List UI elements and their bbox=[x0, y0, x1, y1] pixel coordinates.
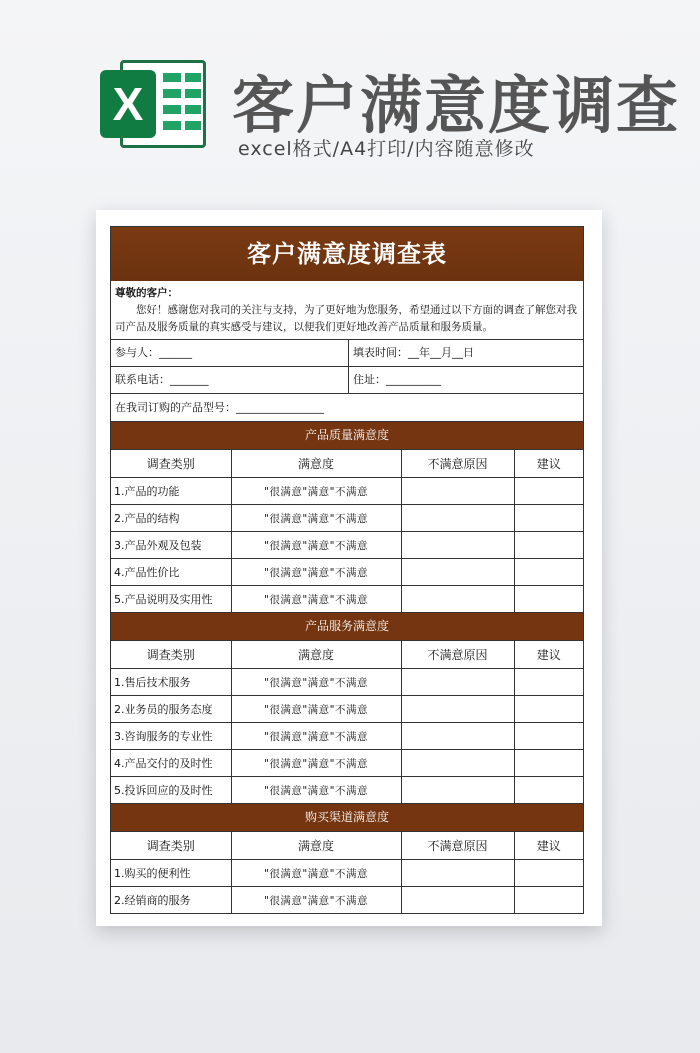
satisfaction-options[interactable]: "很满意"满意"不满意 bbox=[231, 532, 401, 559]
table-row bbox=[111, 505, 583, 532]
suggestion-header: 建议 bbox=[514, 832, 583, 860]
satisfaction-options[interactable]: "很满意"满意"不满意 bbox=[231, 887, 401, 914]
suggestion-header: 建议 bbox=[514, 450, 583, 478]
category-cell: 5.产品说明及实用性 bbox=[111, 586, 231, 613]
satisfaction-options[interactable]: "很满意"满意"不满意 bbox=[231, 777, 401, 804]
suggestion-cell[interactable] bbox=[514, 860, 583, 887]
table-header-row bbox=[111, 832, 583, 860]
table-row bbox=[111, 750, 583, 777]
satisfaction-options[interactable]: "很满意"满意"不满意 bbox=[231, 750, 401, 777]
satisfaction-header: 满意度 bbox=[231, 832, 401, 860]
category-cell: 1.售后技术服务 bbox=[111, 669, 231, 696]
suggestion-cell[interactable] bbox=[514, 532, 583, 559]
suggestion-cell[interactable] bbox=[514, 723, 583, 750]
section-title: 产品服务满意度 bbox=[111, 613, 583, 641]
table-row bbox=[111, 586, 583, 613]
category-cell: 3.产品外观及包装 bbox=[111, 532, 231, 559]
satisfaction-options[interactable]: "很满意"满意"不满意 bbox=[231, 478, 401, 505]
reason-cell[interactable] bbox=[401, 532, 514, 559]
table-row bbox=[111, 696, 583, 723]
category-cell: 2.经销商的服务 bbox=[111, 887, 231, 914]
section-title: 购买渠道满意度 bbox=[111, 804, 583, 832]
satisfaction-options[interactable]: "很满意"满意"不满意 bbox=[231, 505, 401, 532]
info-row bbox=[111, 340, 583, 367]
reason-header: 不满意原因 bbox=[401, 450, 514, 478]
category-cell: 2.业务员的服务态度 bbox=[111, 696, 231, 723]
survey-table bbox=[111, 641, 583, 804]
suggestion-cell[interactable] bbox=[514, 696, 583, 723]
suggestion-cell[interactable] bbox=[514, 750, 583, 777]
document-page bbox=[96, 210, 602, 926]
section-title: 产品质量满意度 bbox=[111, 422, 583, 450]
reason-header: 不满意原因 bbox=[401, 832, 514, 860]
page-title: 客户满意度调查 bbox=[232, 69, 681, 142]
greeting-head: 尊敬的客户： bbox=[115, 287, 178, 299]
table-row bbox=[111, 669, 583, 696]
suggestion-cell[interactable] bbox=[514, 478, 583, 505]
reason-cell[interactable] bbox=[401, 750, 514, 777]
table-header-row bbox=[111, 641, 583, 669]
category-header: 调查类别 bbox=[111, 832, 231, 860]
reason-cell[interactable] bbox=[401, 669, 514, 696]
satisfaction-options[interactable]: "很满意"满意"不满意 bbox=[231, 696, 401, 723]
survey-table bbox=[111, 450, 583, 613]
satisfaction-header: 满意度 bbox=[231, 641, 401, 669]
table-row bbox=[111, 559, 583, 586]
reason-cell[interactable] bbox=[401, 559, 514, 586]
reason-cell[interactable] bbox=[401, 505, 514, 532]
reason-header: 不满意原因 bbox=[401, 641, 514, 669]
suggestion-cell[interactable] bbox=[514, 505, 583, 532]
satisfaction-header: 满意度 bbox=[231, 450, 401, 478]
reason-cell[interactable] bbox=[401, 586, 514, 613]
satisfaction-options[interactable]: "很满意"满意"不满意 bbox=[231, 669, 401, 696]
suggestion-cell[interactable] bbox=[514, 586, 583, 613]
survey-sections bbox=[111, 422, 583, 913]
table-header-row bbox=[111, 450, 583, 478]
category-cell: 1.购买的便利性 bbox=[111, 860, 231, 887]
survey-table bbox=[111, 832, 583, 913]
category-header: 调查类别 bbox=[111, 641, 231, 669]
category-header: 调查类别 bbox=[111, 450, 231, 478]
suggestion-cell[interactable] bbox=[514, 887, 583, 914]
survey-form bbox=[110, 226, 584, 914]
category-cell: 1.产品的功能 bbox=[111, 478, 231, 505]
suggestion-header: 建议 bbox=[514, 641, 583, 669]
suggestion-cell[interactable] bbox=[514, 559, 583, 586]
model-field[interactable]: 在我司订购的产品型号：________________ bbox=[115, 401, 324, 414]
table-row bbox=[111, 532, 583, 559]
category-cell: 4.产品交付的及时性 bbox=[111, 750, 231, 777]
address-field[interactable]: 住址：__________ bbox=[353, 373, 441, 386]
participant-field[interactable]: 参与人：______ bbox=[111, 340, 349, 366]
table-row bbox=[111, 723, 583, 750]
date-field[interactable]: 填表时间：__年__月__日 bbox=[353, 346, 474, 359]
info-row bbox=[111, 367, 583, 394]
excel-badge: X bbox=[100, 70, 156, 138]
table-row bbox=[111, 887, 583, 914]
satisfaction-options[interactable]: "很满意"满意"不满意 bbox=[231, 860, 401, 887]
category-cell: 2.产品的结构 bbox=[111, 505, 231, 532]
reason-cell[interactable] bbox=[401, 777, 514, 804]
satisfaction-options[interactable]: "很满意"满意"不满意 bbox=[231, 723, 401, 750]
category-cell: 4.产品性价比 bbox=[111, 559, 231, 586]
reason-cell[interactable] bbox=[401, 696, 514, 723]
phone-field[interactable]: 联系电话：_______ bbox=[111, 367, 349, 393]
table-row bbox=[111, 478, 583, 505]
reason-cell[interactable] bbox=[401, 723, 514, 750]
info-row bbox=[111, 394, 583, 422]
table-row bbox=[111, 860, 583, 887]
greeting-body: 您好！感谢您对我司的关注与支持，为了更好地为您服务，希望通过以下方面的调查了解您对我司产品及服务质量的真实感受与建议，以便我们更好地改善产品质量和服务质量。 bbox=[115, 304, 577, 333]
suggestion-cell[interactable] bbox=[514, 669, 583, 696]
category-cell: 5.投诉回应的及时性 bbox=[111, 777, 231, 804]
reason-cell[interactable] bbox=[401, 887, 514, 914]
greeting bbox=[111, 281, 583, 340]
form-title: 客户满意度调查表 bbox=[111, 227, 583, 281]
reason-cell[interactable] bbox=[401, 478, 514, 505]
satisfaction-options[interactable]: "很满意"满意"不满意 bbox=[231, 559, 401, 586]
satisfaction-options[interactable]: "很满意"满意"不满意 bbox=[231, 586, 401, 613]
category-cell: 3.咨询服务的专业性 bbox=[111, 723, 231, 750]
table-row bbox=[111, 777, 583, 804]
suggestion-cell[interactable] bbox=[514, 777, 583, 804]
reason-cell[interactable] bbox=[401, 860, 514, 887]
excel-logo-icon bbox=[100, 56, 208, 152]
page-subtitle: excel格式/A4打印/内容随意修改 bbox=[238, 138, 535, 160]
